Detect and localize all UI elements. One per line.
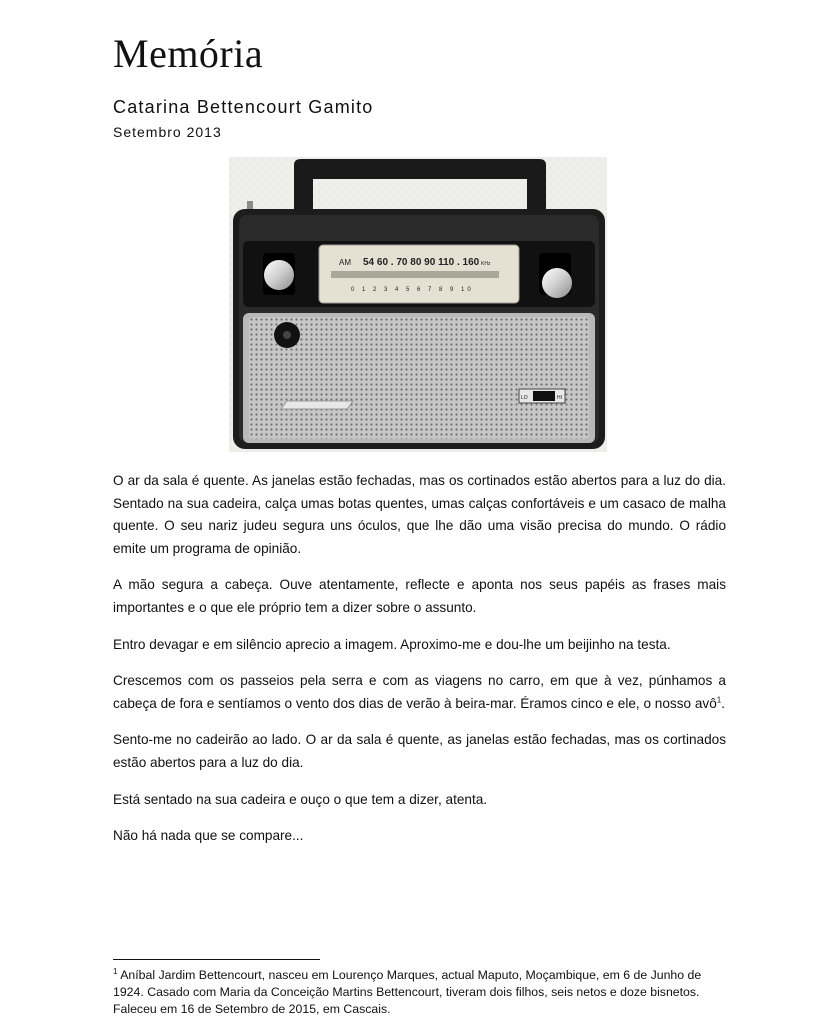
paragraph: Não há nada que se compare... (113, 828, 304, 844)
paragraph: O ar da sala é quente. As janelas estão fechadas, mas os cortinados estão abertos para a luz do dia. Sentado na sua cadeira, calça umas botas quentes, umas calças confortáveis e um casaco de malha quente. O seu nariz judeu segura uns óculos, que lhe dão uma visão precisa do mundo. O rádio emite um programa de opinião. (113, 473, 726, 556)
footnote-ref[interactable]: 1 (716, 695, 722, 705)
footnote-number: 1 (113, 966, 118, 976)
body-text (113, 470, 726, 862)
svg-text:KHz: KHz (481, 261, 491, 267)
paragraph: Crescemos com os passeios pela serra e com as viagens no carro, em que à vez, púnhamos a cabeça de fora e sentíamos o vento dos dias de verão à beira-mar. Éramos cinco e ele, o nosso avô$^1$. (113, 673, 726, 711)
radio-photo (229, 157, 607, 452)
paragraph: Sento-me no cadeirão ao lado. O ar da sala é quente, as janelas estão fechadas, mas os cortinados estão abertos para a luz do dia. (113, 732, 726, 770)
svg-text:0 1 2 3 4 5 6 7 8 9 10: 0 1 2 3 4 5 6 7 8 9 10 (351, 287, 474, 293)
svg-text:HI: HI (557, 395, 562, 401)
footnote-separator (113, 959, 320, 960)
document-date: Setembro 2013 (113, 124, 222, 140)
svg-text:AM: AM (339, 258, 351, 267)
paragraph: A mão segura a cabeça. Ouve atentamente, reflecte e aponta nos seus papéis as frases mais importantes e o que ele próprio tem a dizer sobre o assunto. (113, 577, 726, 615)
paragraph: Está sentado na sua cadeira e ouço o que tem a dizer, atenta. (113, 791, 488, 807)
svg-text:LO: LO (521, 395, 528, 401)
right-knob (542, 268, 572, 298)
author-name: Catarina Bettencourt Gamito (113, 97, 374, 117)
footnote (113, 967, 726, 1018)
footnote-text: Aníbal Jardim Bettencourt, nasceu em Lourenço Marques, actual Maputo, Moçambique, em 6 de Junho de 1924. Casado com Maria da Conceição Martins Bettencourt, tiveram dois filhos, seis netos e doze bisnetos. Faleceu em 16 de Setembro de 2015, em Cascais. (113, 968, 702, 1016)
paragraph: Entro devagar e em silêncio aprecio a imagem. Aproximo-me e dou-lhe um beijinho na testa. (113, 636, 671, 652)
left-knob (264, 260, 294, 290)
document-title: Memória (113, 31, 264, 76)
radio-icon (229, 157, 607, 452)
svg-text:54 60 . 70 80 90 110 . 160: 54 60 . 70 80 90 110 . 160 (363, 257, 480, 268)
